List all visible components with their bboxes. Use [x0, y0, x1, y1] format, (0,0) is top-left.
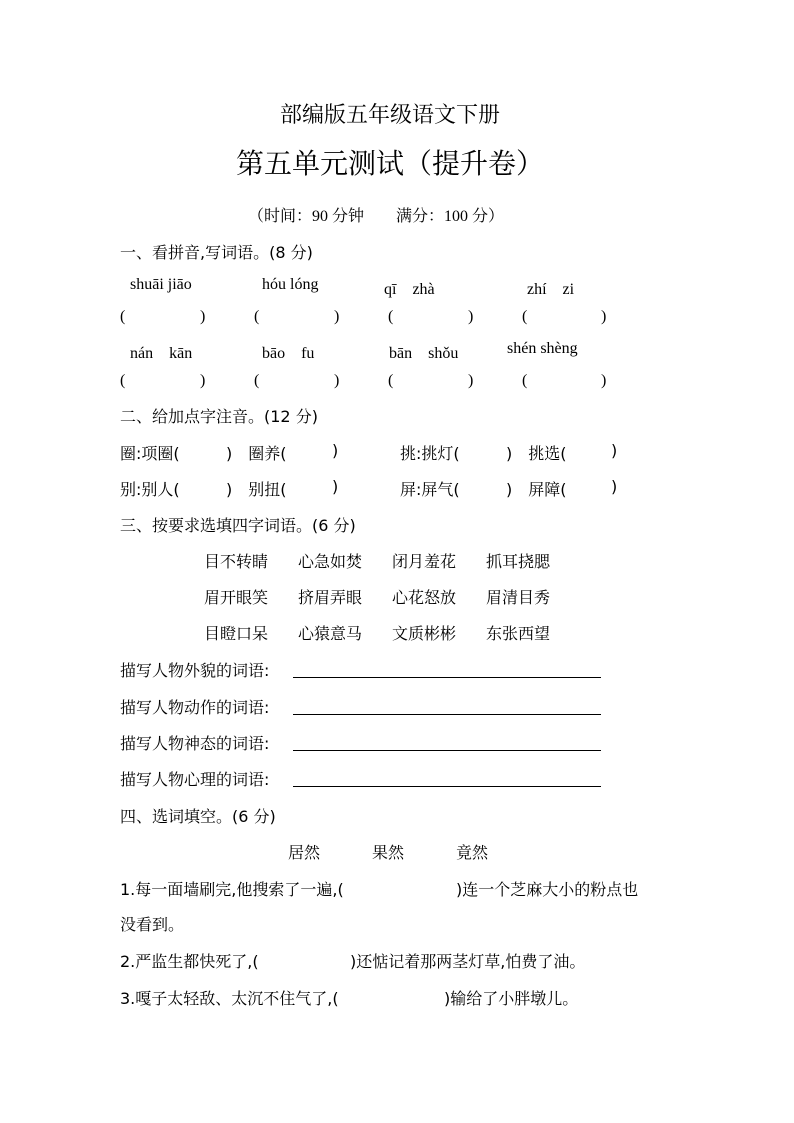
pinyin-2-3: bān shǒu: [389, 345, 459, 362]
section1-heading: 一、看拼音,写词语。(8 分): [120, 243, 313, 262]
pinyin-1-4: zhí zi: [527, 281, 575, 298]
title-line-1: 部编版五年级语文下册: [280, 102, 501, 127]
pinyin-2-4: shén shèng: [507, 340, 578, 357]
answer-line-expression[interactable]: [293, 750, 601, 751]
answer-bracket-right: ): [601, 372, 607, 389]
phonetic-line-2a-mid: ) 别扭(: [226, 480, 287, 499]
exam-info: （时间：90 分钟 满分：100 分）: [248, 208, 505, 225]
answer-bracket-right: ): [334, 372, 340, 389]
phonetic-line-1a-mid: ) 圈养(: [226, 444, 287, 463]
choice-word: 居然: [288, 843, 321, 862]
phonetic-line-1b-end: ): [611, 441, 618, 460]
answer-bracket-left[interactable]: (: [254, 372, 260, 389]
word-option: 眉清目秀: [486, 588, 551, 607]
answer-bracket-right: ): [468, 372, 474, 389]
word-option: 目不转睛: [204, 552, 269, 571]
answer-bracket-left[interactable]: (: [388, 372, 394, 389]
phonetic-line-1a-end: ): [332, 441, 339, 460]
answer-line-mind[interactable]: [293, 786, 601, 787]
word-option: 心花怒放: [392, 588, 457, 607]
answer-bracket-left[interactable]: (: [120, 372, 126, 389]
section4-heading: 四、选词填空。(6 分): [120, 807, 276, 826]
word-option: 心急如焚: [298, 552, 363, 571]
question-1-part-a: 1.每一面墙刷完,他搜索了一遍,(: [120, 880, 344, 899]
question-3-part-b: )输给了小胖墩儿。: [444, 989, 579, 1008]
word-option: 挤眉弄眼: [298, 588, 363, 607]
phonetic-line-2a-head: 别:别人(: [120, 480, 180, 499]
pinyin-1-2: hóu lóng: [262, 276, 319, 293]
phonetic-line-2b-head: 屏:屏气(: [400, 480, 460, 499]
word-option: 心猿意马: [298, 624, 363, 643]
word-option: 东张西望: [486, 624, 551, 643]
phonetic-line-2b-mid: ) 屏障(: [506, 480, 567, 499]
answer-bracket-left[interactable]: (: [120, 308, 126, 325]
answer-line-action[interactable]: [293, 714, 601, 715]
question-1-part-b: )连一个芝麻大小的粉点也: [456, 880, 639, 899]
answer-bracket-right: ): [601, 308, 607, 325]
answer-bracket-right: ): [334, 308, 340, 325]
prompt-expression: 描写人物神态的词语:: [120, 734, 270, 753]
answer-bracket-right: ): [200, 308, 206, 325]
answer-bracket-right: ): [468, 308, 474, 325]
prompt-mind: 描写人物心理的词语:: [120, 770, 270, 789]
page-title: 第五单元测试（提升卷）: [236, 149, 545, 180]
prompt-appearance: 描写人物外貌的词语:: [120, 661, 270, 680]
answer-bracket-left[interactable]: (: [254, 308, 260, 325]
pinyin-2-1: nán kān: [130, 345, 193, 362]
phonetic-line-2b-end: ): [611, 477, 618, 496]
section2-heading: 二、给加点字注音。(12 分): [120, 407, 318, 426]
word-option: 眉开眼笑: [204, 588, 269, 607]
answer-bracket-left[interactable]: (: [522, 308, 528, 325]
section3-heading: 三、按要求选填四字词语。(6 分): [120, 516, 356, 535]
pinyin-1-3: qī zhà: [384, 281, 435, 298]
prompt-action: 描写人物动作的词语:: [120, 698, 270, 717]
question-2-part-b: )还惦记着那两茎灯草,怕费了油。: [350, 952, 586, 971]
choice-word: 果然: [372, 843, 405, 862]
pinyin-2-2: bāo fu: [262, 345, 315, 362]
phonetic-line-1b-mid: ) 挑选(: [506, 444, 567, 463]
question-1-part-c: 没看到。: [120, 915, 185, 934]
phonetic-line-1a-head: 圈:项圈(: [120, 444, 180, 463]
choice-word: 竟然: [456, 843, 489, 862]
word-option: 抓耳挠腮: [486, 552, 551, 571]
question-2-part-a: 2.严监生都快死了,(: [120, 952, 259, 971]
pinyin-1-1: shuāi jiāo: [130, 276, 192, 293]
answer-bracket-right: ): [200, 372, 206, 389]
word-option: 文质彬彬: [392, 624, 457, 643]
phonetic-line-2a-end: ): [332, 477, 339, 496]
question-3-part-a: 3.嘎子太轻敌、太沉不住气了,(: [120, 989, 339, 1008]
phonetic-line-1b-head: 挑:挑灯(: [400, 444, 460, 463]
answer-bracket-left[interactable]: (: [522, 372, 528, 389]
answer-line-appearance[interactable]: [293, 677, 601, 678]
answer-bracket-left[interactable]: (: [388, 308, 394, 325]
word-option: 目瞪口呆: [204, 624, 269, 643]
word-option: 闭月羞花: [392, 552, 457, 571]
